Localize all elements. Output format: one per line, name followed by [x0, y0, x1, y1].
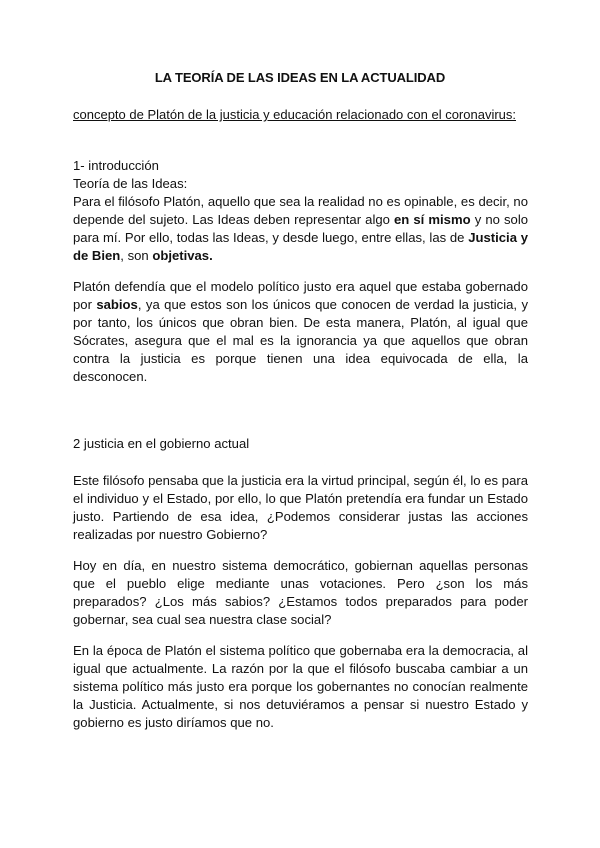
section-2-heading: 2 justicia en el gobierno actual [73, 436, 250, 451]
bold-run: Justicia y de Bien [73, 230, 529, 263]
document-subtitle: concepto de Platón de la justicia y educación relacionado con el coronavirus: [73, 107, 516, 122]
section-1-paragraph-2 [73, 278, 528, 386]
section-1-heading: 1- introducción [73, 158, 159, 173]
text-run: , ya que estos son los únicos que conocen de verdad la justicia, y por tanto, los únicos que obran bien. De esta manera, Platón, al igual que Sócrates, asegura que el mal es la ignorancia ya que aquellos que obran contra la justicia es porque tienen una idea equivocada de ella, la desconocen. [73, 297, 529, 384]
document-title: LA TEORÍA DE LAS IDEAS EN LA ACTUALIDAD [154, 70, 446, 85]
bold-run: objetivas. [152, 248, 213, 263]
text-run: Platón defendía que el modelo político justo era aquel que estaba gobernado por [73, 279, 528, 312]
section-1-paragraph-1 [73, 193, 528, 265]
section-2-paragraph-1: Este filósofo pensaba que la justicia era la virtud principal, según él, lo es para el individuo y el Estado, por ello, lo que Platón pretendía era fundar un Estado justo. Partiendo de esa idea, ¿Podemos considerar justas las acciones realizadas por nuestro Gobierno? [73, 473, 528, 542]
text-run: y no solo para mí. Por ello, todas las Ideas, y desde luego, entre ellas, las de [73, 212, 529, 245]
section-2-paragraph-3: En la época de Platón el sistema político que gobernaba era la democracia, al igual que actualmente. La razón por la que el filósofo buscaba cambiar a un sistema político más justo era porque los gobernantes no conocían realmente la Justicia. Actualmente, si nos detuviéramos a pensar si nuestro Estado y gobierno es justo diríamos que no. [73, 643, 528, 730]
text-run: , son [120, 248, 153, 263]
bold-run: sabios [96, 297, 138, 312]
bold-run: en sí mismo [394, 212, 471, 227]
section-1-subheading: Teoría de las Ideas: [73, 176, 188, 191]
section-2-paragraph-2: Hoy en día, en nuestro sistema democrático, gobiernan aquellas personas que el pueblo elige mediante unas votaciones. Pero ¿son los más preparados? ¿Los más sabios? ¿Estamos todos preparados para poder gobernar, sea cual sea nuestra clase social? [73, 558, 528, 627]
text-run: Para el filósofo Platón, aquello que sea la realidad no es opinable, es decir, no depende del sujeto. Las Ideas deben representar algo [73, 194, 528, 227]
